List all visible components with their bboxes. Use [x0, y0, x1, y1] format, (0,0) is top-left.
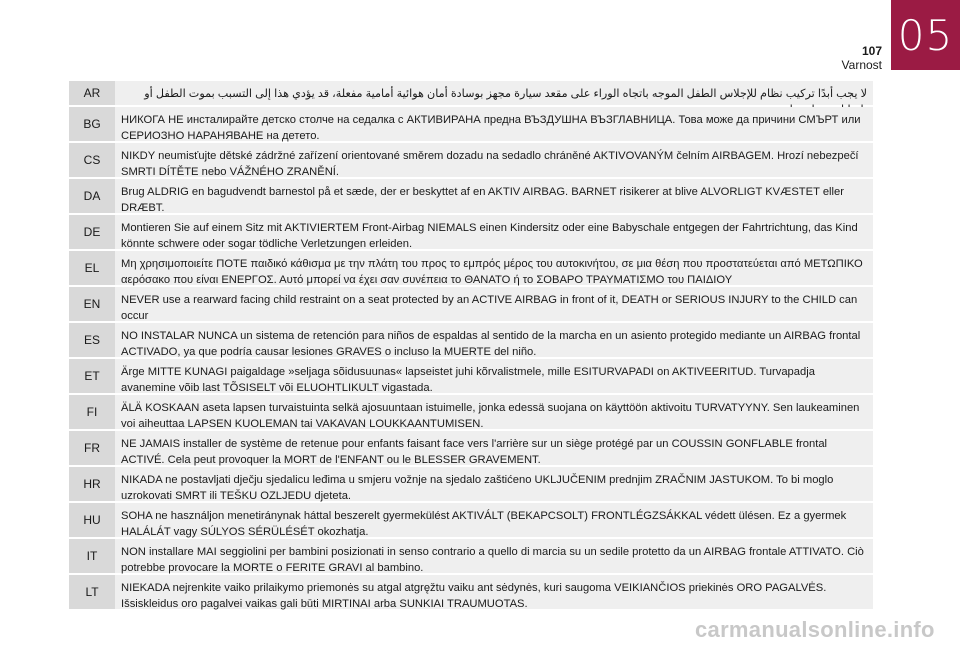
table-row	[69, 539, 873, 573]
chapter-tab	[891, 0, 960, 70]
page-number: 107	[861, 44, 882, 58]
watermark: carmanualsonline.info	[695, 617, 935, 642]
table-row	[69, 395, 873, 429]
chapter-number: 05	[897, 10, 954, 60]
warning-text: NIKDY neumisťujte dětské zádržné zařízení orientované směrem dozadu na sedadlo chráněné AKTIVOVANÝM čelním AIRBAGEM. Hrozí nebezpečí SMRTI DÍTĚTE nebo VÁŽNÉHO ZRANĚNÍ.	[121, 150, 859, 178]
language-code: BG	[69, 107, 115, 141]
section-name: Varnost	[841, 58, 882, 72]
language-code: CS	[69, 143, 115, 177]
warning-text: NO INSTALAR NUNCA un sistema de retención para niños de espaldas al sentido de la marcha en un asiento protegido mediante un AIRBAG frontal ACTIVADO, ya que podría causar lesiones GRAVES o incluso la MUERTE del niño.	[121, 330, 861, 358]
table-row	[69, 251, 873, 285]
language-code: DE	[69, 215, 115, 249]
warning-text: NIKADA ne postavljati dječju sjedalicu leđima u smjeru vožnje na sjedalo zaštićeno UKLJUČENIM prednjim ZRAČNIM JASTUKOM. To bi moglo uzrokovati SMRT ili TEŠKU OZLJEDU djeteta.	[121, 474, 834, 502]
table-row	[69, 107, 873, 141]
language-code: FR	[69, 431, 115, 465]
warning-language-table	[69, 81, 873, 609]
warning-text: NE JAMAIS installer de système de retenue pour enfants faisant face vers l'arrière sur un siège protégé par un COUSSIN GONFLABLE frontal ACTIVÉ. Cela peut provoquer la MORT de l'ENFANT ou le BLESSER GRAVEMENT.	[121, 438, 828, 466]
table-row	[69, 431, 873, 465]
language-code: LT	[69, 575, 115, 609]
language-code: AR	[69, 81, 115, 105]
language-code: ES	[69, 323, 115, 357]
warning-text: NON installare MAI seggiolini per bambini posizionati in senso contrario a quello di marcia su un sedile protetto da un AIRBAG frontale ATTIVATO. Ciò potrebbe provocare la MORTE o FERITE GRAVI al bambino.	[121, 546, 864, 574]
warning-text: Μη χρησιμοποιείτε ΠΟΤΕ παιδικό κάθισμα με την πλάτη του προς το εμπρός μέρος του αυτοκινήτου, σε μια θέση που προστατεύεται από ΜΕΤΩΠΙΚΟ αερόσακο που είναι ΕΝΕΡΓΟΣ. Αυτό μπορεί να έχει σαν συνέπεια το ΘΑΝΑΤΟ ή το ΣΟΒΑΡΟ ΤΡΑΥΜΑΤΙΣΜΟ του ΠΑΙΔΙΟΥ	[121, 258, 863, 286]
table-row	[69, 143, 873, 177]
language-code: FI	[69, 395, 115, 429]
table-row	[69, 287, 873, 321]
warning-text: SOHA ne használjon menetiránynak háttal beszerelt gyermekülést AKTIVÁLT (BEKAPCSOLT) FRONTLÉGZSÁKKAL védett ülésen. Ez a gyermek HALÁLÁT vagy SÚLYOS SÉRÜLÉSÉT okozhatja.	[121, 510, 847, 538]
language-code: HU	[69, 503, 115, 537]
warning-text: НИКОГА НЕ инсталирайте детско столче на седалка с АКТИВИРАНА предна ВЪЗДУШНА ВЪЗГЛАВНИЦА. Това може да причини СМЪРТ или СЕРИОЗНО НАРАНЯВАНЕ на детето.	[121, 114, 861, 142]
language-code: ET	[69, 359, 115, 393]
table-row	[69, 467, 873, 501]
warning-text: Brug ALDRIG en bagudvendt barnestol på et sæde, der er beskyttet af en AKTIV AIRBAG. BARNET risikerer at blive ALVORLIGT KVÆSTET eller DRÆBT.	[121, 186, 844, 214]
warning-text: NIEKADA nejrenkite vaiko prilaikymo priemonės su atgal atgręžtu vaiku ant sėdynės, kuri saugoma VEIKIANČIOS priekinės ORO PAGALVĖS. Išsiskleidus oro pagalvei vaikas gali būti MIRTINAI arba SUNKIAI TRAUMUOTAS.	[121, 582, 827, 610]
warning-text: Montieren Sie auf einem Sitz mit AKTIVIERTEM Front-Airbag NIEMALS einen Kindersitz oder eine Babyschale entgegen der Fahrtrichtung, das Kind könnte schwere oder sogar tödliche Verletzungen erleiden.	[121, 222, 858, 250]
language-code: EN	[69, 287, 115, 321]
warning-text: لا يجب أبدًا تركيب نظام للإجلاس الطفل الموجه باتجاه الوراء على مقعد سيارة مجهز بوسادة أمان هوائية أمامية مفعلة، قد يؤدي هذا إلى التسبب بموت الطفل أو	[144, 88, 867, 100]
language-code: DA	[69, 179, 115, 213]
language-code: IT	[69, 539, 115, 573]
table-row	[69, 575, 873, 609]
table-row	[69, 323, 873, 357]
table-row	[69, 179, 873, 213]
warning-text: Ärge MITTE KUNAGI paigaldage »seljaga sõidusuunas« lapseistet juhi kõrvalistmele, mille ESITURVAPADI on AKTIVEERITUD. Turvapadja avanemine võib last TÕSISELT või ELUOHTLIKULT vigastada.	[121, 366, 815, 394]
warning-text: ÄLÄ KOSKAAN aseta lapsen turvaistuinta selkä ajosuuntaan istuimelle, jonka edessä suojana on käyttöön aktivoitu TURVATYYNY. Sen laukeaminen voi aiheuttaa LAPSEN KUOLEMAN tai VAKAVAN LOUKKAANTUMISEN.	[121, 402, 860, 430]
table-row	[69, 359, 873, 393]
table-row	[69, 215, 873, 249]
language-code: HR	[69, 467, 115, 501]
table-row	[69, 81, 873, 105]
warning-text: NEVER use a rearward facing child restraint on a seat protected by an ACTIVE AIRBAG in front of it, DEATH or SERIOUS INJURY to the CHILD can occur	[121, 294, 858, 322]
language-code: EL	[69, 251, 115, 285]
table-row	[69, 503, 873, 537]
